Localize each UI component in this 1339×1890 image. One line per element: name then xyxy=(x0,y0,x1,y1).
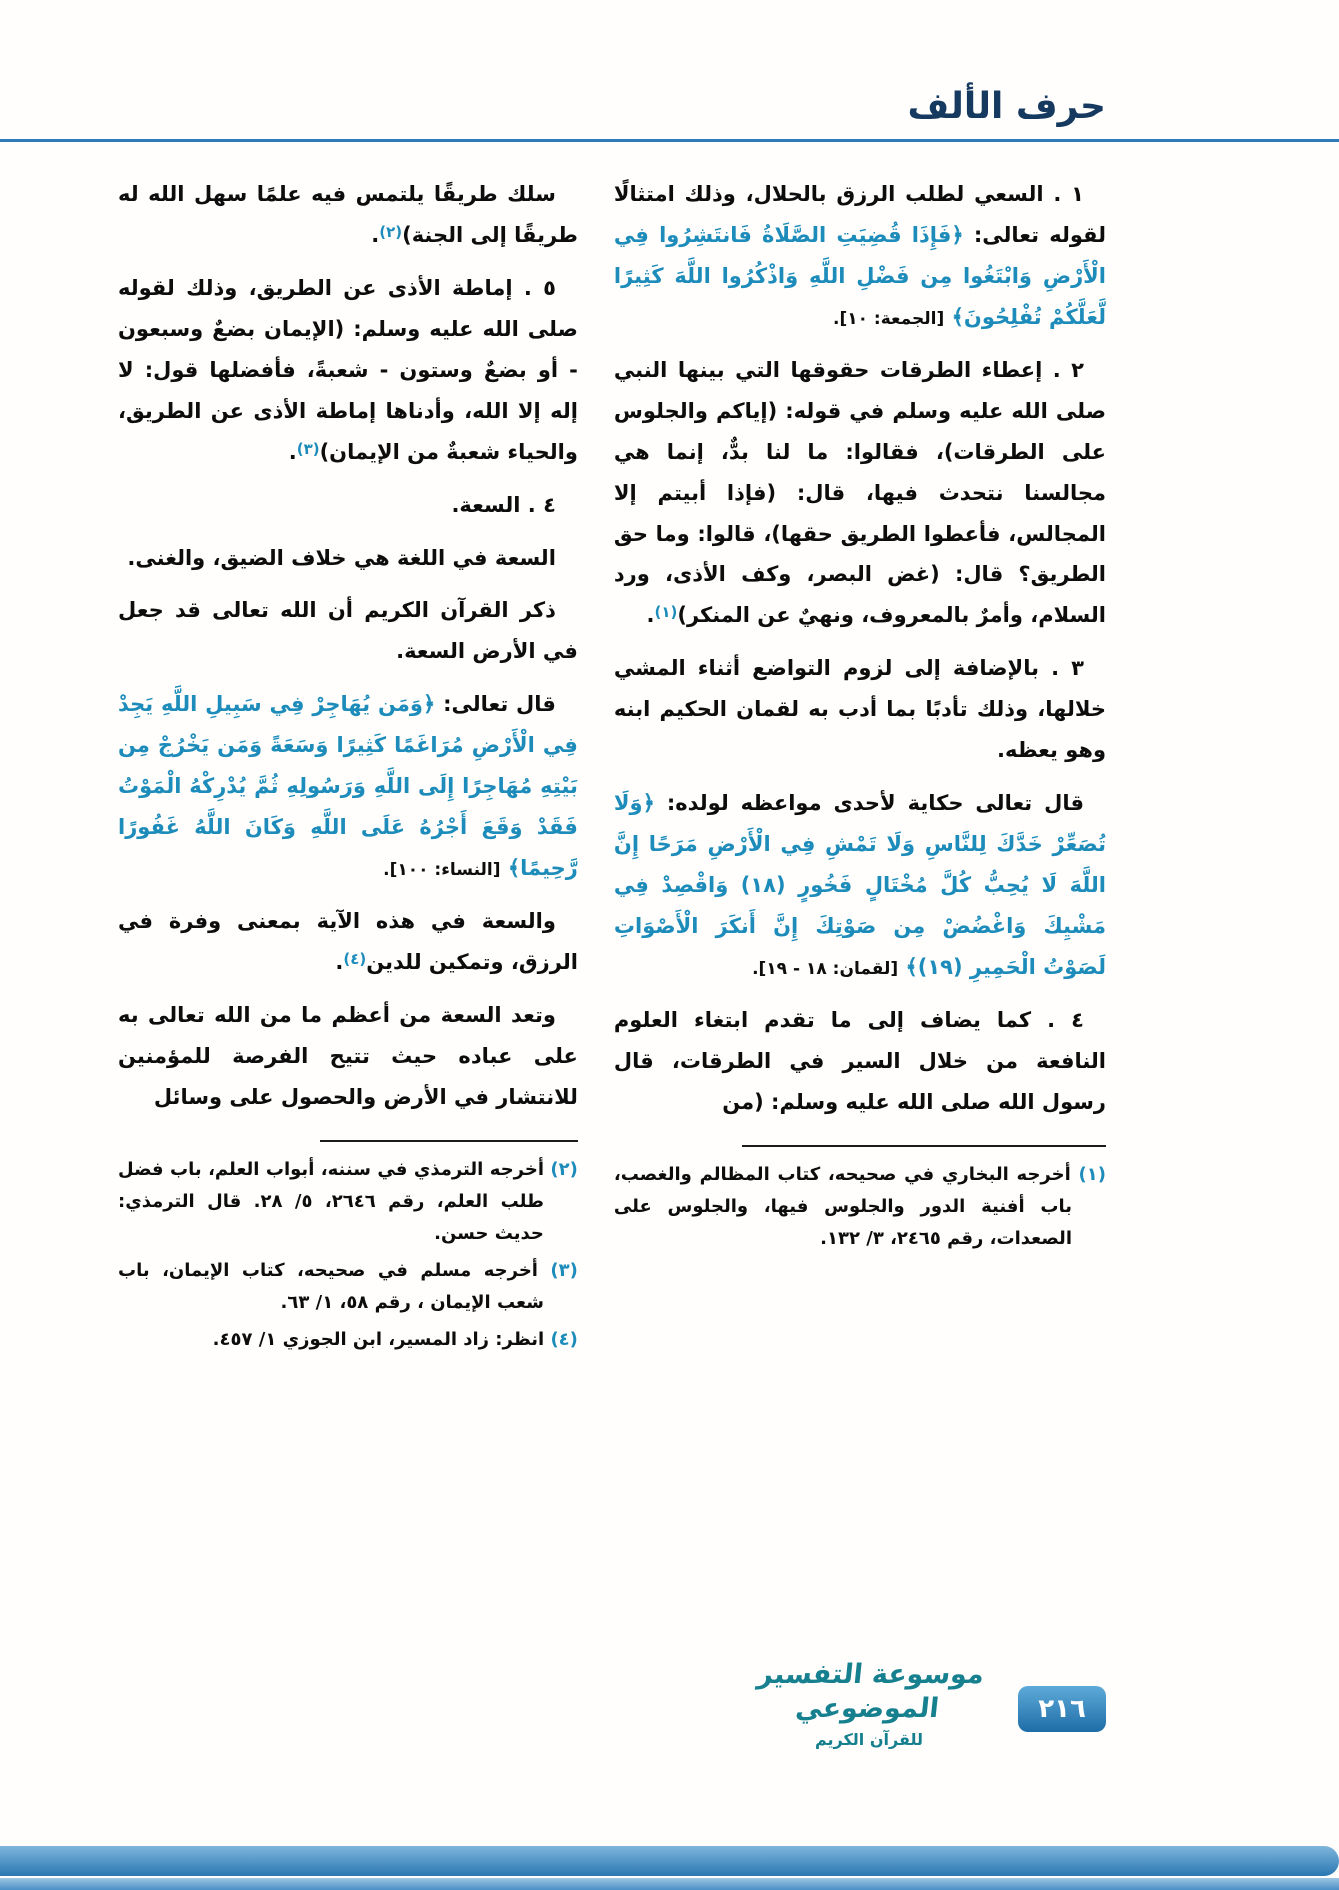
footnote-marker: (٣) xyxy=(537,1259,578,1281)
footnote-list-right xyxy=(614,1159,1106,1256)
paragraph xyxy=(118,174,578,256)
paragraph xyxy=(118,485,578,526)
footnote-text: انظر: زاد المسير، ابن الجوزي ١/ ٤٥٧. xyxy=(212,1328,545,1350)
bottom-decoration-bar xyxy=(0,1846,1339,1876)
footnote xyxy=(118,1255,578,1320)
body-text: وتعد السعة من أعظم ما من الله تعالى به على عباده حيث تتيح الفرصة للمؤمنين للانتشار في الأرض والحصول على وسائل xyxy=(118,1002,578,1109)
footnotes-left xyxy=(118,1140,578,1356)
paragraph xyxy=(614,174,1106,338)
column-right xyxy=(614,174,1106,1360)
body-text: ٤ . كما يضاف إلى ما تقدم ابتغاء العلوم النافعة من خلال السير في الطرقات، قال رسول الله صلى الله عليه وسلم: (من xyxy=(613,1007,1106,1114)
body-text: قال تعالى: xyxy=(435,692,556,717)
verse-citation: [الجمعة: ١٠]. xyxy=(833,308,945,329)
paragraph xyxy=(614,350,1106,637)
publisher-logo-title: موسوعة التفسير الموضوعي xyxy=(755,1659,986,1724)
footnote xyxy=(118,1324,578,1356)
paragraph xyxy=(614,648,1106,771)
page-number: ٢١٦ xyxy=(1018,1686,1106,1732)
bottom-edge-bar xyxy=(0,1878,1339,1890)
body-text: ٥ . إماطة الأذى عن الطريق، وذلك لقوله صلى الله عليه وسلم: (الإيمان بضعٌ وسبعون - أو بضعٌ وستون - شعبةً، فأفضلها قول: لا إله إلا الله، وأدناها إماطة الأذى عن الطريق، والحياء شعبةٌ من الإيمان) xyxy=(118,275,578,464)
footnote-text: أخرجه مسلم في صحيحه، كتاب الإيمان، باب شعب الإيمان ، رقم ٥٨، ١/ ٦٣. xyxy=(118,1259,544,1314)
paragraph xyxy=(614,783,1106,988)
paragraph xyxy=(118,995,578,1118)
paragraph xyxy=(118,901,578,983)
footnote-divider xyxy=(742,1145,1106,1147)
footnotes-right xyxy=(614,1145,1106,1256)
paragraph xyxy=(118,538,578,579)
footnote-list-left xyxy=(118,1154,578,1356)
footnote xyxy=(614,1159,1106,1256)
footnote-ref-marker: (٣) xyxy=(296,439,320,458)
body-text: ذكر القرآن الكريم أن الله تعالى قد جعل في الأرض السعة. xyxy=(118,598,578,664)
body-text: . xyxy=(288,439,297,464)
column-left-content xyxy=(118,174,578,1118)
body-text: سلك طريقًا يلتمس فيه علمًا سهل الله له طريقًا إلى الجنة) xyxy=(118,182,578,247)
column-left xyxy=(118,174,578,1360)
paragraph xyxy=(118,684,578,889)
text-columns xyxy=(118,174,1106,1360)
body-text: ٣ . بالإضافة إلى لزوم التواضع أثناء المشي خلالها، وذلك تأدبًا بما أدب به لقمان الحكيم ابنه وهو يعظه. xyxy=(613,656,1106,763)
verse-citation: [لقمان: ١٨ - ١٩]. xyxy=(752,958,899,979)
header-divider xyxy=(0,139,1339,142)
quran-verse-text: ﴿وَمَن يُهَاجِرْ فِي سَبِيلِ اللَّهِ يَجِدْ فِي الْأَرْضِ مُرَاغَمًا كَثِيرًا وَسَعَةً وَمَن يَخْرُجْ مِن بَيْتِهِ مُهَاجِرًا إِلَى اللَّهِ وَرَسُولِهِ ثُمَّ يُدْرِكْهُ الْمَوْتُ فَقَدْ وَقَعَ أَجْرُهُ عَلَى اللَّهِ وَكَانَ اللَّهُ غَفُورًا رَّحِيمًا﴾ xyxy=(118,692,578,881)
body-text: قال تعالى حكاية لأحدى مواعظه لولده: xyxy=(654,791,1084,816)
body-text: . xyxy=(646,603,655,628)
quran-verse-text: ﴿وَلَا تُصَعِّرْ خَدَّكَ لِلنَّاسِ وَلَا تَمْشِ فِي الْأَرْضِ مَرَحًا إِنَّ اللَّهَ لَا يُحِبُّ كُلَّ مُخْتَالٍ فَخُورٍ (١٨) وَاقْصِدْ فِي مَشْيِكَ وَاغْضُضْ مِن صَوْتِكَ إِنَّ أَنكَرَ الْأَصْوَاتِ لَصَوْتُ الْحَمِيرِ (١٩)﴾ xyxy=(613,791,1106,979)
column-right-content xyxy=(614,174,1106,1123)
publisher-logo xyxy=(744,1658,994,1749)
footnote-divider xyxy=(320,1140,578,1142)
paragraph xyxy=(118,590,578,672)
footnote-ref-marker: (٤) xyxy=(343,949,367,968)
footnote-ref-marker: (٢) xyxy=(379,222,403,241)
footnote xyxy=(118,1154,578,1251)
footnote-marker: (٤) xyxy=(544,1328,578,1350)
body-text: ٤ . السعة. xyxy=(451,492,556,517)
verse-citation: [النساء: ١٠٠]. xyxy=(383,860,501,881)
body-text: . xyxy=(371,222,380,247)
body-text: . xyxy=(335,949,344,974)
paragraph xyxy=(614,1000,1106,1123)
body-text: السعة في اللغة هي خلاف الضيق، والغنى. xyxy=(127,545,556,570)
paragraph xyxy=(118,268,578,473)
footnote-marker: (٢) xyxy=(544,1158,578,1180)
body-text: والسعة في هذه الآية بمعنى وفرة في الرزق، وتمكين للدين xyxy=(118,909,578,974)
footnote-marker: (١) xyxy=(1070,1163,1106,1185)
footnote-text: أخرجه الترمذي في سننه، أبواب العلم، باب فضل طلب العلم، رقم ٢٦٤٦، ٥/ ٢٨. قال الترمذي: حديث حسن. xyxy=(118,1158,544,1245)
footnote-text: أخرجه البخاري في صحيحه، كتاب المظالم والغصب، باب أفنية الدور والجلوس فيها، والجلوس على الصعدات، رقم ٢٤٦٥، ٣/ ١٣٢. xyxy=(613,1163,1072,1250)
publisher-logo-subtitle: للقرآن الكريم xyxy=(814,1729,924,1749)
page-header xyxy=(118,86,1106,127)
chapter-title: حرف الألف xyxy=(907,86,1106,127)
body-text: ٢ . إعطاء الطرقات حقوقها التي بينها النبي صلى الله عليه وسلم في قوله: (إياكم والجلوس على الطرقات)، فقالوا: ما لنا بدٌّ، إنما هي مجالسنا نتحدث فيها، قال: (فإذا أبيتم إلا المجالس، فأعطوا الطريق حقها)، قالوا: وما حق الطريق؟ قال: (غض البصر، وكف الأذى، ورد السلام، وأمرٌ بالمعروف، ونهيٌ عن المنكر) xyxy=(613,357,1106,628)
body-text: ١ . السعي لطلب الرزق بالحلال، وذلك امتثالًا لقوله تعالى: xyxy=(613,182,1107,247)
quran-verse-text: ﴿فَإِذَا قُضِيَتِ الصَّلَاةُ فَانتَشِرُوا فِي الْأَرْضِ وَابْتَغُوا مِن فَضْلِ اللَّهِ وَاذْكُرُوا اللَّهَ كَثِيرًا لَّعَلَّكُمْ تُفْلِحُونَ﴾ xyxy=(613,222,1106,329)
footnote-ref-marker: (١) xyxy=(654,603,678,622)
